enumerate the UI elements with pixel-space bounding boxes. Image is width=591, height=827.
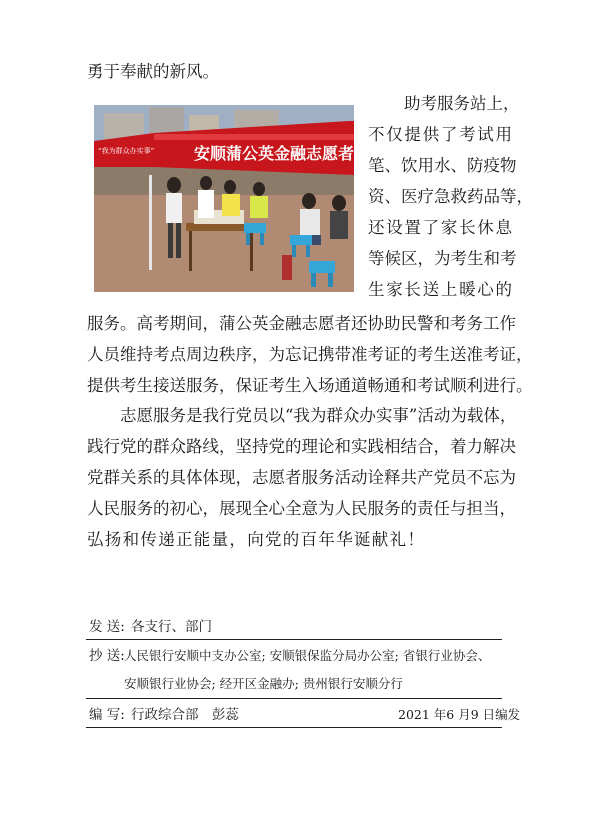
cc-line-2: 安顺银行业协会; 经开区金融办; 贵州银行安顺分行 [124,676,403,691]
editor-value: 行政综合部 彭蕊 [131,707,239,723]
body-line: 等候区，为考生和考 [368,249,517,268]
banner-text: 安顺蒲公英金融志愿者 高考顺利 [194,144,424,163]
divider [86,639,502,640]
body-line: 党群关系的具体体现，志愿者服务活动诠释共产党员不忘为 [87,468,516,487]
editor-label: 编 写: [89,707,125,723]
body-line: 弘扬和传递正能量，向党的百年华诞献礼！ [87,530,426,549]
body-line: 志愿服务是我行党员以“我为群众办实事”活动为载体， [120,406,517,425]
send-value: 各支行、部门 [131,619,212,635]
banner-left-text: “我为群众办实事” [98,147,155,155]
body-line: 助考服务站上， [404,94,520,113]
body-line: 人员维持考点周边秩序，为忘记携带准考证的考生送准考证， [87,345,533,364]
issue-date: 2021 年6 月9 日编发 [398,707,521,722]
body-line: 生家长送上暖心的 [368,280,512,299]
body-line: 提供考生接送服务，保证考生入场通道畅通和考试顺利进行。 [87,376,533,395]
body-line: 人民服务的初心，展现全心全意为人民服务的责任与担当， [87,499,516,518]
body-line: 不仅提供了考试用 [368,125,512,144]
volunteer-service-photo [94,105,424,292]
body-line: 笔、饮用水、防疫物 [368,156,517,175]
body-line: 勇于奉献的新风。 [87,62,219,81]
divider [86,698,502,699]
body-line: 服务。高考期间，蒲公英金融志愿者还协助民警和考务工作 [87,314,516,333]
divider [86,727,502,728]
cc-line-1: 人民银行安顺中支办公室; 安顺银保监分局办公室; 省银行业协会、 [124,648,491,663]
body-line: 资、医疗急救药品等， [368,187,533,206]
cc-label: 抄 送: [89,648,125,664]
body-line: 践行党的群众路线，坚持党的理论和实践相结合，着力解决 [87,437,516,456]
send-label: 发 送: [89,619,125,635]
body-line: 还设置了家长休息 [368,218,512,237]
